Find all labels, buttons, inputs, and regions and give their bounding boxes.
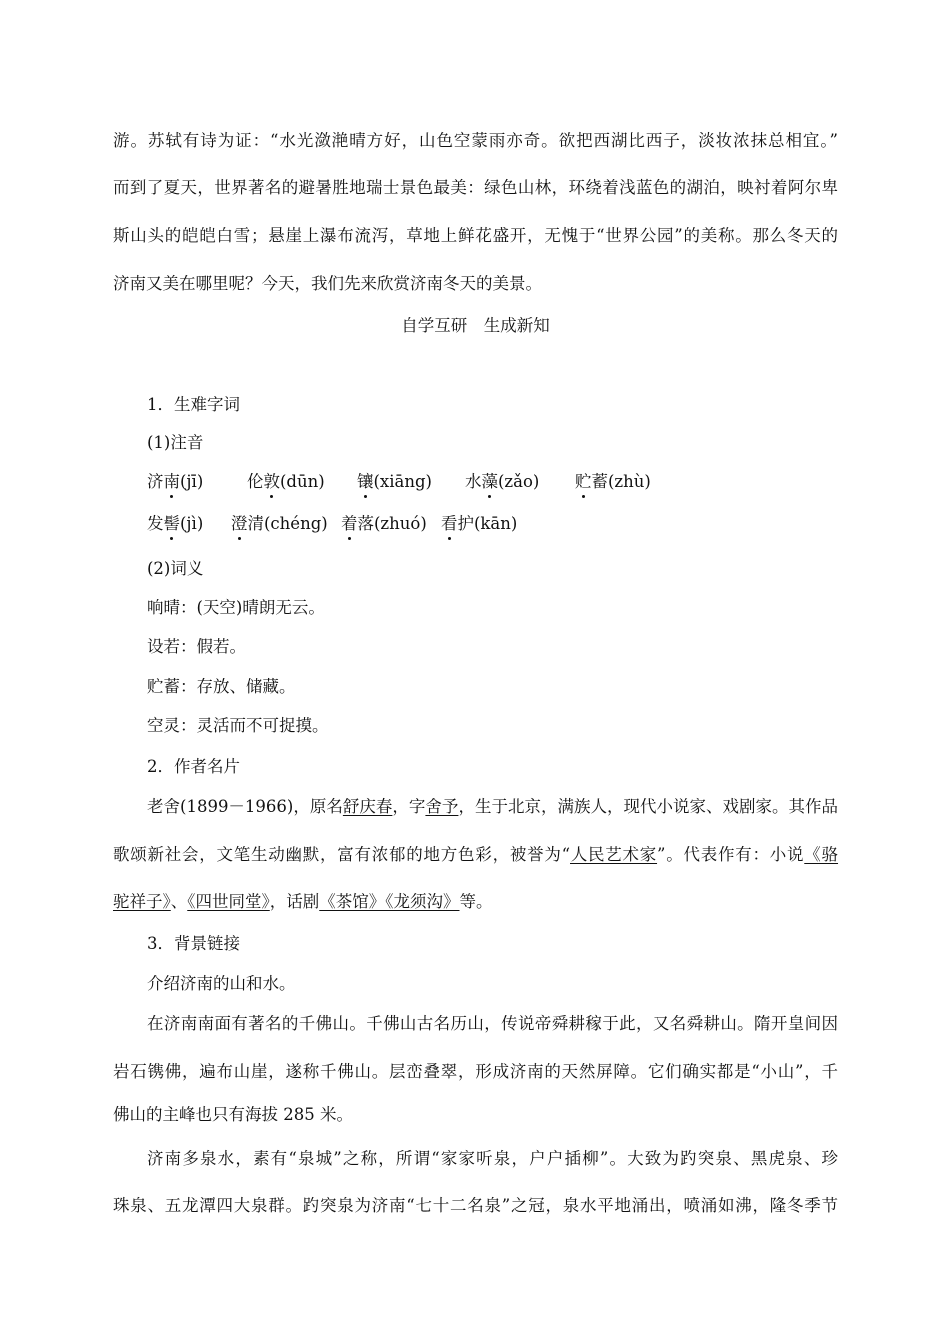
author-line-1: 老舍(1899－1966)，原名舒庆春，字舍予，生于北京，满族人，现代小说家、戏剧家。其作品 xyxy=(147,797,839,816)
intro-line-2: 而到了夏天，世界著名的避暑胜地瑞士景色最美：绿色山林，环绕着浅蓝色的湖泊，映衬着阿尔卑 xyxy=(113,178,838,197)
vocab-item: 发髻(jì) xyxy=(147,514,204,533)
vocab-item: 济南(jī) xyxy=(147,472,204,491)
definition-line: 响晴：(天空)晴朗无云。 xyxy=(147,598,325,617)
mountain-para-line-2: 岩石镌佛，遍布山崖，遂称千佛山。层峦叠翠，形成济南的天然屏障。它们确实都是“小山”，千 xyxy=(113,1062,838,1081)
background-heading: 3．背景链接 xyxy=(147,934,240,953)
author-line-2: 歌颂新社会，文笔生动幽默，富有浓郁的地方色彩，被誉为“人民艺术家”。代表作有：小说《骆 xyxy=(113,845,839,864)
author-line-3: 驼祥子》、《四世同堂》，话剧《茶馆》《龙须沟》等。 xyxy=(113,892,493,911)
vocab-item: 澄清(chéng) xyxy=(231,514,328,533)
pronunciation-subheading: (1)注音 xyxy=(147,433,204,452)
spring-para-line-1: 济南多泉水，素有“泉城”之称，所谓“家家听泉，户户插柳”。大致为趵突泉、黑虎泉、珍 xyxy=(147,1149,838,1168)
mountain-para-line-3: 佛山的主峰也只有海拔 285 米。 xyxy=(113,1105,353,1124)
spring-para-line-2: 珠泉、五龙潭四大泉群。趵突泉为济南“七十二名泉”之冠，泉水平地涌出，喷涌如沸，隆冬季节 xyxy=(113,1196,838,1215)
definition-line: 空灵：灵活而不可捉摸。 xyxy=(147,716,329,735)
vocab-heading: 1．生难字词 xyxy=(147,395,240,414)
intro-line-3: 斯山头的皑皑白雪；悬崖上瀑布流泻，草地上鲜花盛开，无愧于“世界公园”的美称。那么冬天的 xyxy=(113,226,838,245)
vocab-item: 着落(zhuó) xyxy=(341,514,427,533)
definition-line: 贮蓄：存放、储藏。 xyxy=(147,677,296,696)
vocab-item: 贮蓄(zhù) xyxy=(575,472,651,491)
intro-line-4: 济南又美在哪里呢？今天，我们先来欣赏济南冬天的美景。 xyxy=(113,274,542,293)
vocab-item: 镶(xiāng) xyxy=(357,472,432,491)
vocab-item: 水藻(zǎo) xyxy=(465,472,540,491)
background-intro: 介绍济南的山和水。 xyxy=(147,974,296,993)
definition-line: 设若：假若。 xyxy=(147,637,246,656)
mountain-para-line-1: 在济南南面有著名的千佛山。千佛山古名历山，传说帝舜耕稼于此，又名舜耕山。隋开皇间因 xyxy=(147,1014,838,1033)
section-title: 自学互研 生成新知 xyxy=(401,316,550,335)
meaning-subheading: (2)词义 xyxy=(147,559,204,578)
author-heading: 2．作者名片 xyxy=(147,757,240,776)
vocab-item: 伦敦(dūn) xyxy=(247,472,325,491)
intro-line-1: 游。苏轼有诗为证：“水光潋滟晴方好，山色空蒙雨亦奇。欲把西湖比西子，淡妆浓抹总相宜。” xyxy=(113,131,838,150)
vocab-item: 看护(kān) xyxy=(441,514,518,533)
